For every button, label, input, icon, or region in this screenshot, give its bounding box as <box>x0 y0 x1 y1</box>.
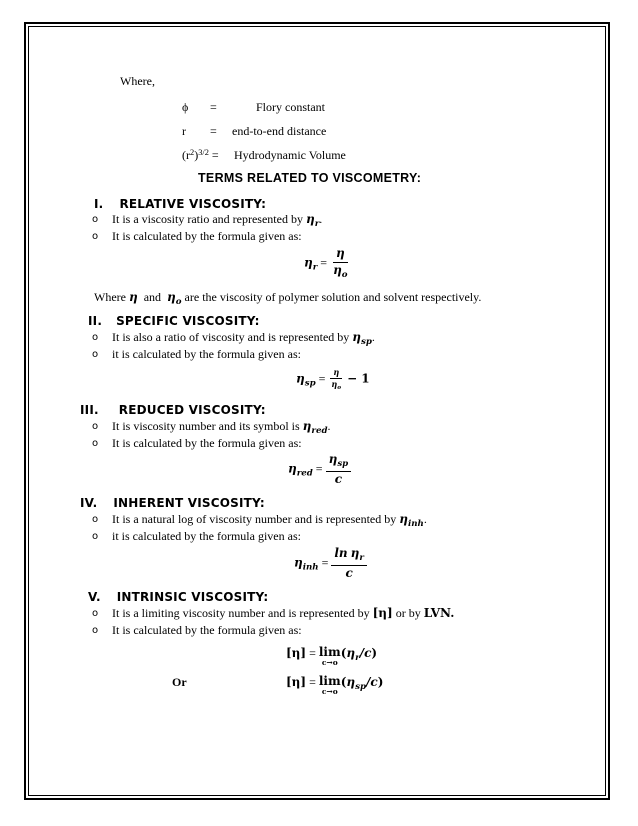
section-2-heading: II. SPECIFIC VISCOSITY: <box>88 314 260 328</box>
section-3-bullet-1-marker: o <box>92 421 99 432</box>
section-1-bullet-1-marker: o <box>92 214 99 225</box>
section-2-bullet-1-marker: o <box>92 332 99 343</box>
where-label: Where, <box>120 74 155 88</box>
section-1-where-note: Where η and $\eta_o$ are the viscosity of polymer solution and solvent respectively. <box>94 290 482 308</box>
section-5-heading: V. INTRINSIC VISCOSITY: <box>88 590 269 604</box>
def-volume-symbol: $(r^2)^{3/2}$ = <box>182 148 219 163</box>
section-2-formula: $\eta_{sp}$ = $\frac{\eta}{\eta_o}$ − 1 <box>296 367 370 392</box>
def-phi-symbol: ϕ <box>182 100 189 114</box>
section-4-heading: IV. INHERENT VISCOSITY: <box>80 496 265 510</box>
section-1-formula: $\eta_r$ = $\frac{\eta}{\eta_o}$ <box>304 246 348 280</box>
section-4-bullet-2: it is calculated by the formula given as: <box>112 529 301 543</box>
section-3-bullet-2: It is calculated by the formula given as: <box>112 436 302 450</box>
def-phi-meaning: Flory constant <box>256 100 325 114</box>
page-title: TERMS RELATED TO VISCOMETRY: <box>198 171 422 185</box>
section-5-bullet-2-marker: o <box>92 625 99 636</box>
section-4-bullet-1: It is a natural log of viscosity number and is represented by $\eta_{inh}$. <box>112 512 427 530</box>
def-r-symbol: r <box>182 124 186 138</box>
section-3-bullet-1: It is viscosity number and its symbol is $\eta_{red}$. <box>112 419 331 437</box>
def-volume-meaning: Hydrodynamic Volume <box>234 148 346 162</box>
section-1-heading: I. RELATIVE VISCOSITY: <box>94 197 267 211</box>
section-5-formula-1: [η] = lim c→o $(\eta_r/c)$ <box>286 645 378 667</box>
section-1-bullet-1: It is a viscosity ratio and represented by $\eta_r$. <box>112 212 323 230</box>
section-3-heading: III. REDUCED VISCOSITY: <box>80 403 266 417</box>
section-1-bullet-2: It is calculated by the formula given as: <box>112 229 302 243</box>
or-label: Or <box>172 675 187 689</box>
def-r-equals: = <box>210 124 217 138</box>
section-4-bullet-2-marker: o <box>92 531 99 542</box>
section-5-formula-2: [η] = lim c→o $(\eta_{sp}/c)$ <box>286 674 384 696</box>
section-4-bullet-1-marker: o <box>92 514 99 525</box>
section-1-bullet-2-marker: o <box>92 231 99 242</box>
section-2-bullet-2-marker: o <box>92 349 99 360</box>
def-phi-equals: = <box>210 100 217 114</box>
section-2-bullet-2: it is calculated by the formula given as: <box>112 347 301 361</box>
section-4-formula: $\eta_{inh}$ = $\frac{\ln \eta_r}{c}$ <box>294 547 367 581</box>
section-5-bullet-1-marker: o <box>92 608 99 619</box>
section-5-bullet-2: It is calculated by the formula given as: <box>112 623 302 637</box>
section-2-bullet-1: It is also a ratio of viscosity and is represented by $\eta_{sp}$. <box>112 330 375 348</box>
section-5-bullet-1: It is a limiting viscosity number and is represented by [η] or by LVN. <box>112 606 455 620</box>
def-r-meaning: end-to-end distance <box>232 124 327 138</box>
section-3-bullet-2-marker: o <box>92 438 99 449</box>
section-3-formula: $\eta_{red}$ = $\frac{\eta_{sp}}{c}$ <box>288 453 351 487</box>
